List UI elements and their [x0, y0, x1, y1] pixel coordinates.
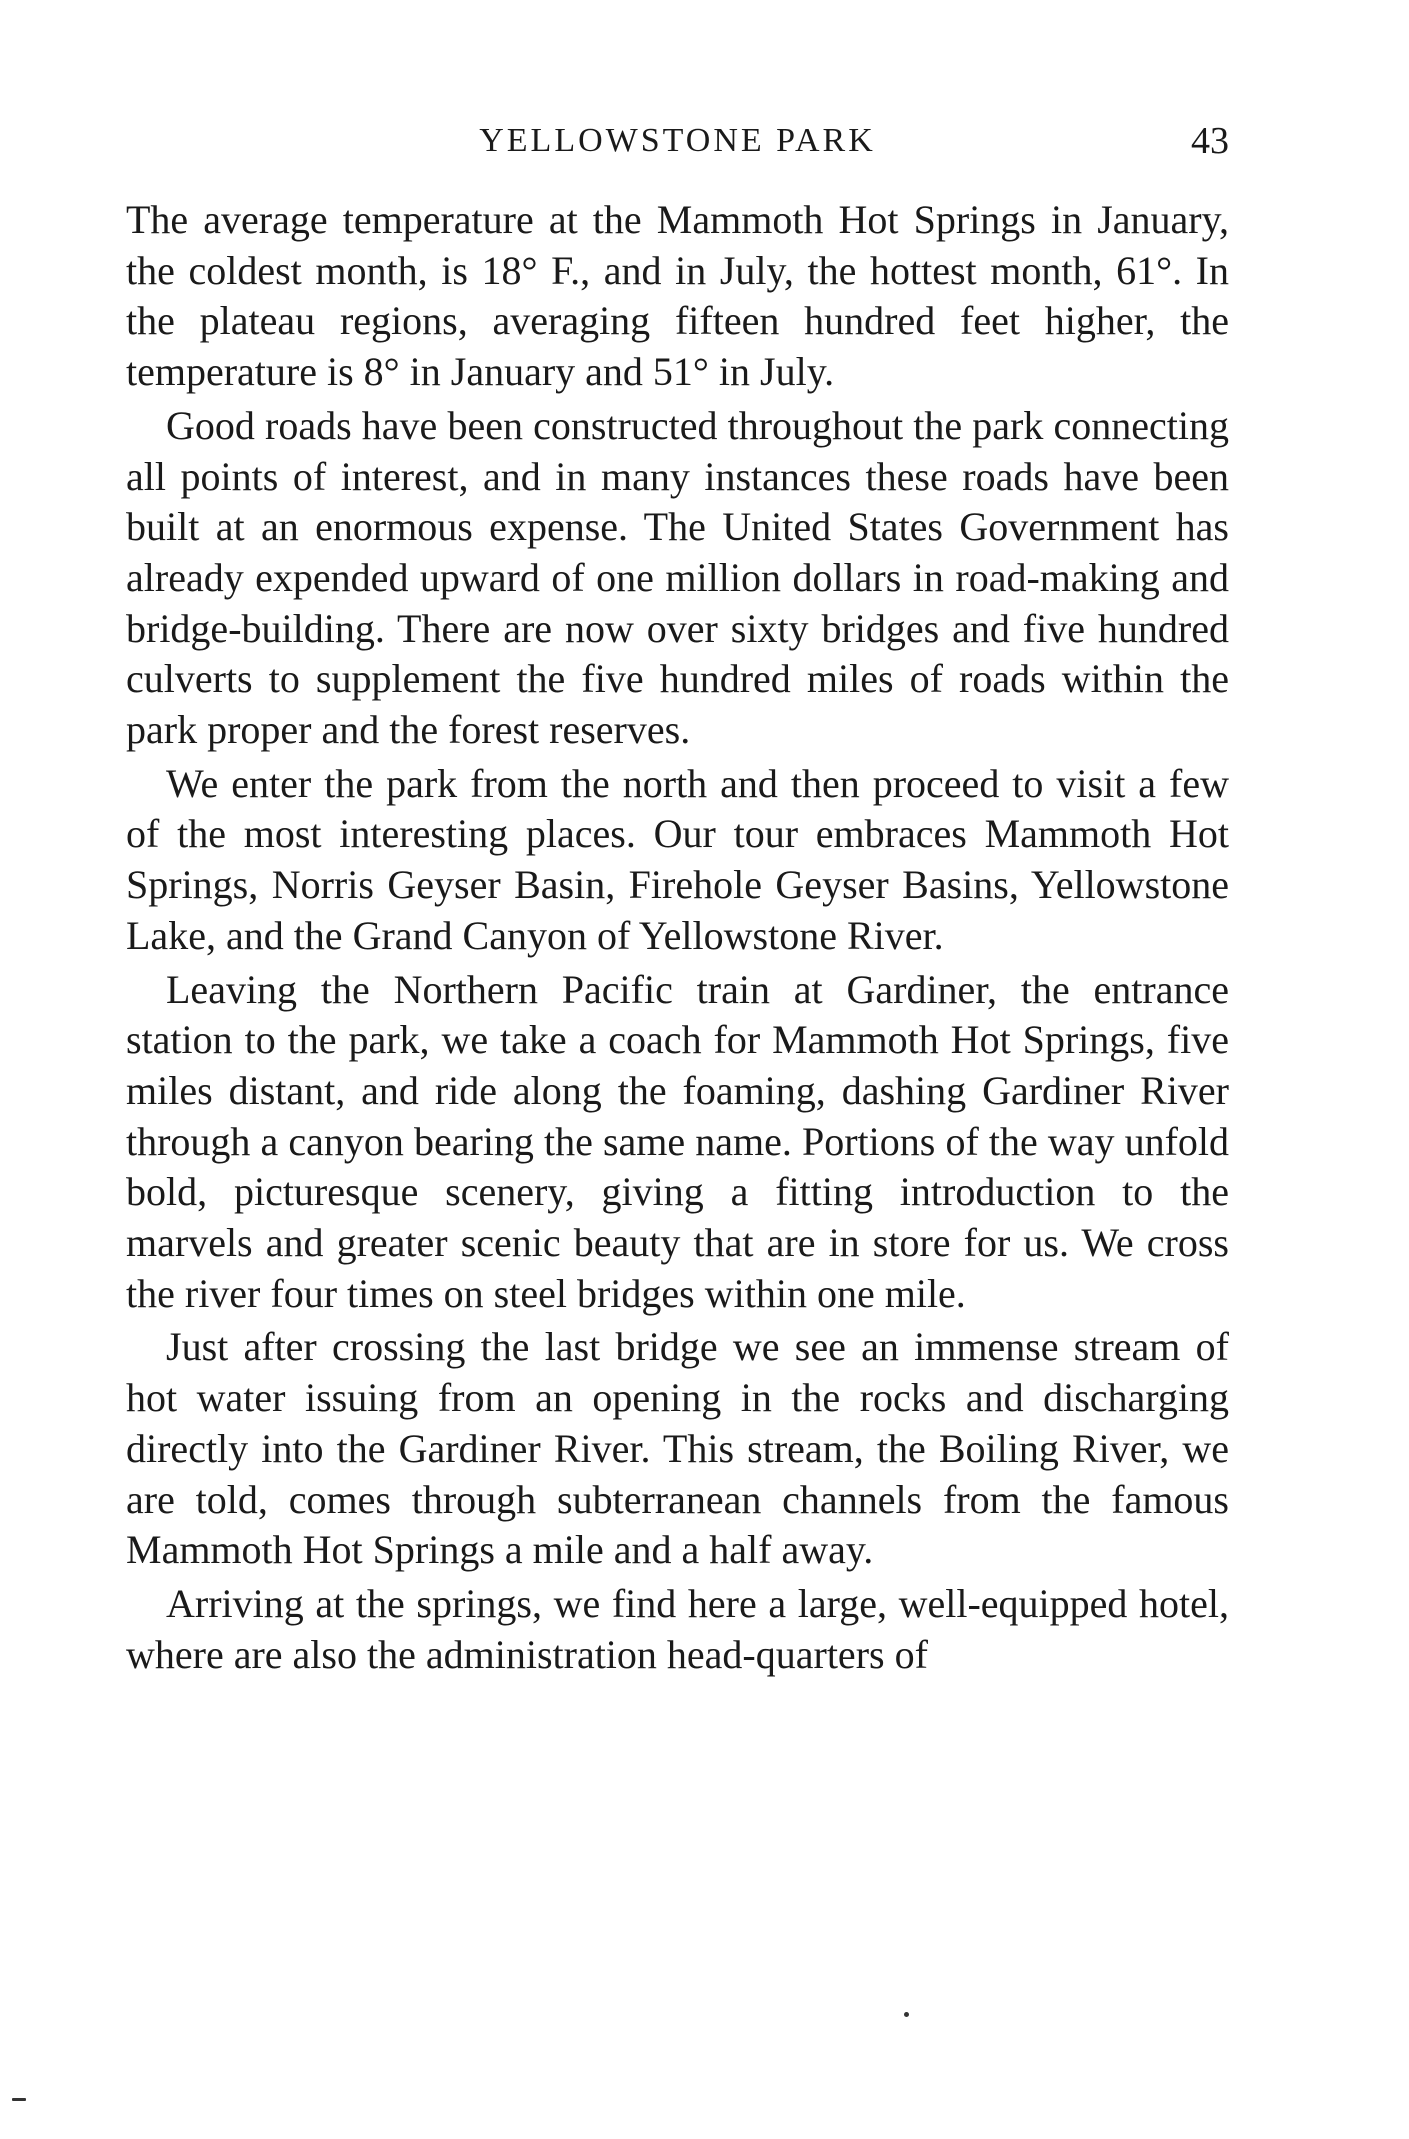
ink-speck — [904, 2012, 909, 2017]
paragraph-gardiner: Leaving the Northern Pacific train at Gardiner, the entrance station to the park, we take a coach for Mammoth Hot Springs, five miles distant, and ride along the foaming, dashing Gardiner River through a canyon bearing the same name. Portions of the way unfold bold, picturesque scenery, giving a fitting introduction to the marvels and greater scenic beauty that are in store for us. We cross the river four times on steel bridges within one mile. — [126, 966, 1229, 1316]
paragraph-roads: Good roads have been constructed throughout the park connecting all points of interest, and in many instances these roads have been built at an enormous expense. The United States Government has already expended upward of one million dollars in road-making and bridge-building. There are now over sixty bridges and five hundred culverts to supplement the five hundred miles of roads within the park proper and the forest reserves. — [126, 402, 1229, 753]
ink-speck-edge — [12, 2098, 26, 2101]
paragraph-tour: We enter the park from the north and then proceed to visit a few of the most interesting places. Our tour embraces Mammoth Hot Springs, Norris Geyser Basin, Firehole Geyser Basins, Yellowstone Lake, and the Grand Canyon of Yellowstone River. — [126, 760, 1229, 958]
page-number: 43 — [1191, 120, 1229, 162]
paragraph-temperature: The average temperature at the Mammoth Hot Springs in January, the coldest month, is 18° F., and in July, the hottest month, 61°. In the plateau regions, averaging fifteen hundred feet higher, the temperature is 8° in January and 51° in July. — [126, 197, 1229, 395]
running-title: YELLOWSTONE PARK — [479, 122, 876, 159]
paragraph-boiling-river: Just after crossing the last bridge we see an immense stream of hot water issuing from an opening in the rocks and discharging directly into the Gardiner River. This stream, the Boiling River, we are told, comes through subterranean channels from the famous Mammoth Hot Springs a mile and a half away. — [126, 1324, 1229, 1573]
page-header — [126, 116, 1229, 166]
body-text — [126, 195, 1229, 1683]
paragraph-arriving: Arriving at the springs, we find here a large, well-equipped hotel, where are also the administration head-quarters of — [126, 1580, 1229, 1677]
